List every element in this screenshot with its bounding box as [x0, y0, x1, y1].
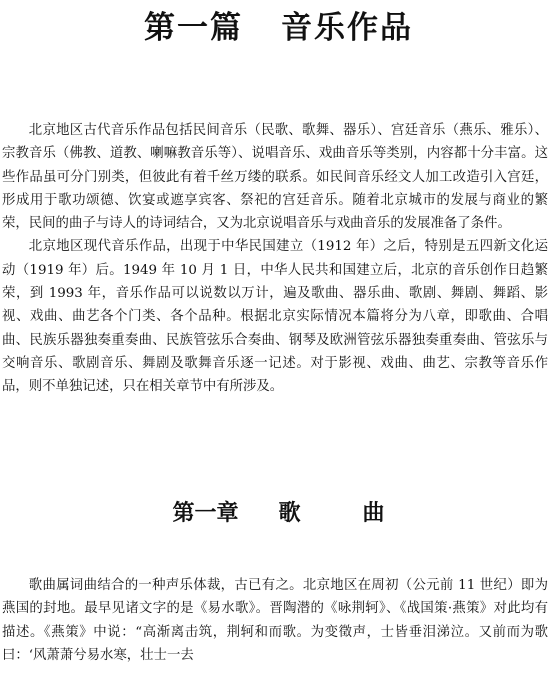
chapter-title-char-2: 曲 [362, 501, 385, 526]
part-introduction [2, 119, 548, 399]
chapter-paragraph-1: 歌曲属词曲结合的一种声乐体裁，古已有之。北京地区在周初（公元前 11 世纪）即为燕国的封地。最早见诸文字的是《易水歌》。晋陶潜的《咏荆轲》、《战国策·燕策》对此均有描述。《燕策》中说：“高渐离击筑，荆轲和而歌。为变徵声，士皆垂泪涕泣。又前而为歌曰：‘风萧萧兮易水寒，壮士一去 [2, 578, 548, 663]
chapter-number: 第一章 [172, 501, 239, 526]
chapter-heading [0, 496, 557, 532]
chapter-body [2, 574, 548, 667]
intro-paragraph-2: 北京地区现代音乐作品，出现于中华民国建立（1912 年）之后，特别是五四新文化运动（1919 年）后。1949 年 10 月 1 日，中华人民共和国建立后，北京的音乐创作日趋繁荣，到 1993 年，音乐作品可以说数以万计，遍及歌曲、器乐曲、歌剧、舞剧、舞蹈、影视、戏曲、曲艺各个门类、各个品种。根据北京实际情况本篇将分为八章，即歌曲、合唱曲、民族乐器独奏重奏曲、民族管弦乐合奏曲、钢琴及欧洲管弦乐器独奏重奏曲、管弦乐与交响音乐、歌剧音乐、舞剧及歌舞音乐逐一记述。对于影视、戏曲、曲艺、宗教等音乐作品，则不单独记述，只在相关章节中有所涉及。 [2, 239, 548, 395]
part-title-text: 音乐作品 [281, 10, 413, 46]
part-number: 第一篇 [144, 10, 243, 46]
part-heading [0, 6, 557, 50]
chapter-title-char-1: 歌 [278, 501, 301, 526]
intro-paragraph-1: 北京地区古代音乐作品包括民间音乐（民歌、歌舞、器乐）、宫廷音乐（燕乐、雅乐）、宗教音乐（佛教、道教、喇嘛教音乐等）、说唱音乐、戏曲音乐等类别，内容都十分丰富。这些作品虽可分门别类，但彼此有着千丝万缕的联系。如民间音乐经文人加工改造引入宫廷，形成用于歌功颂德、饮宴或遮享宾客、祭祀的宫廷音乐。随着北京城市的发展与商业的繁荣，民间的曲子与诗人的诗词结合，又为北京说唱音乐与戏曲音乐的发展准备了条件。 [2, 123, 548, 232]
